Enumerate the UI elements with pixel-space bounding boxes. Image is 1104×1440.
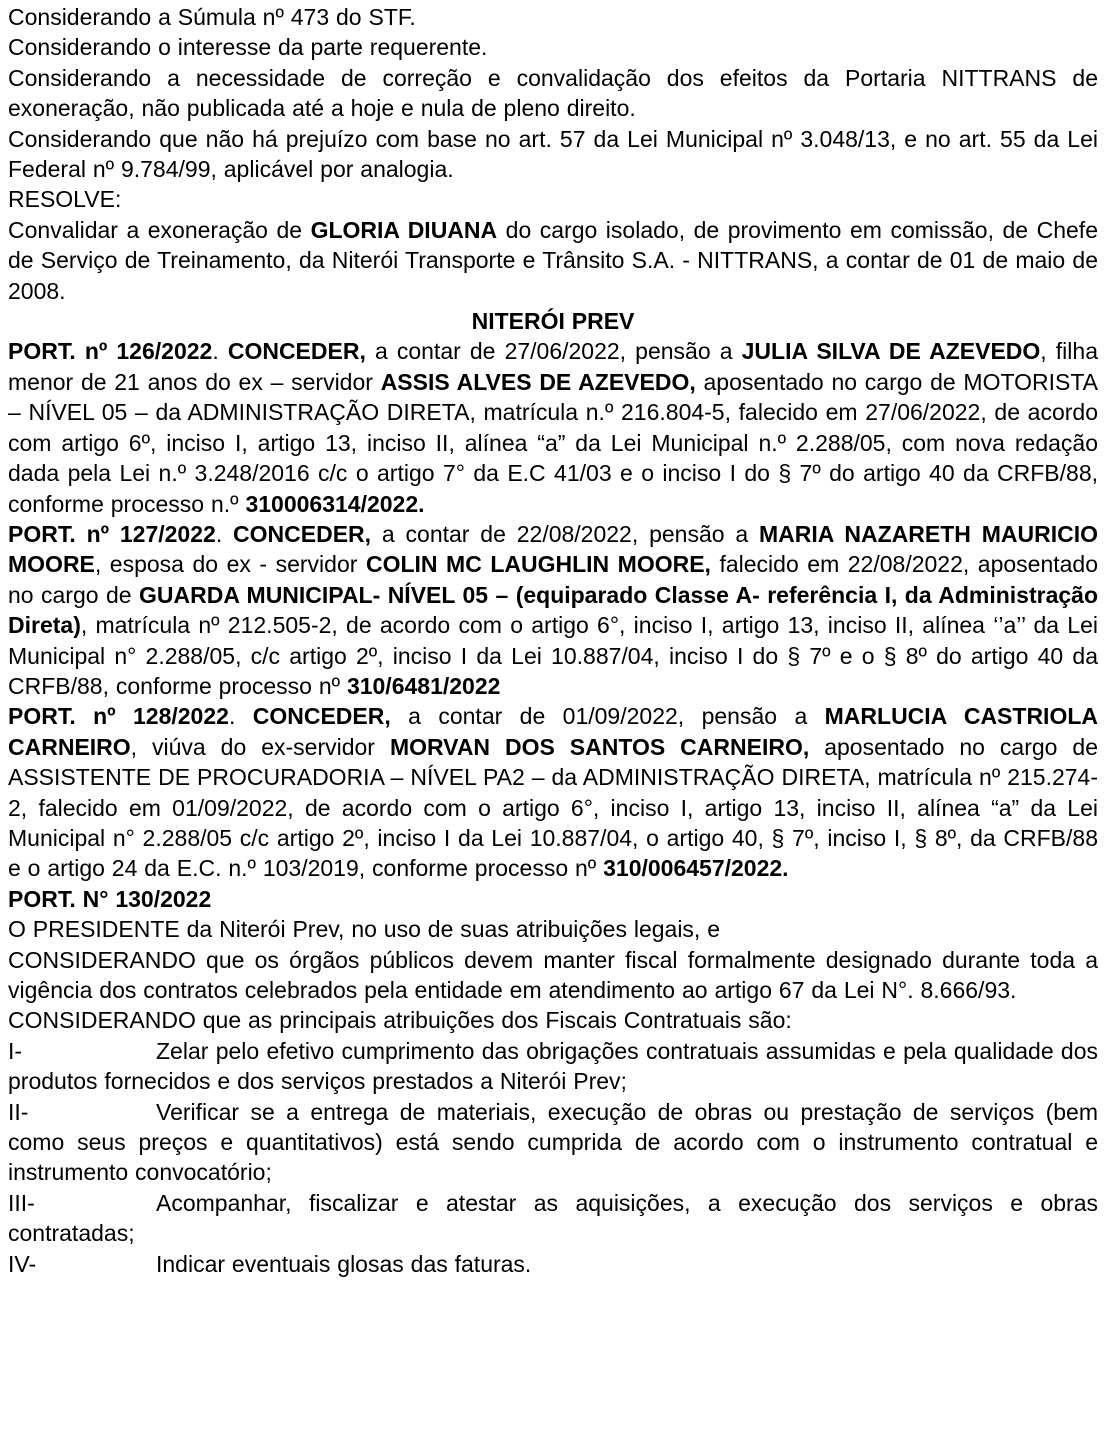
list-item-text: Indicar eventuais glosas das faturas. <box>156 1250 532 1277</box>
port-130-considerando-2: CONSIDERANDO que as principais atribuições dos Fiscais Contratuais são: <box>8 1007 792 1034</box>
port-126-processo: 310006314/2022. <box>245 490 425 517</box>
port-127-text-5: , matrícula nº 212.505-2, de acordo com o artigo 6°, inciso I, artigo 13, inciso II, alínea ‘’a’’ da Lei Municipal n° 2.288/05, c/c artigo 2º, inciso I da Lei 10.887/04, inciso I do § 7º e o § 8º do artigo 40 da CRFB/88, conforme processo nº <box>8 612 1098 699</box>
port-127-conceder: CONCEDER, <box>233 520 372 547</box>
convalidar-paragraph <box>8 215 1098 306</box>
port-126-text-3: , filha menor de 21 anos do ex – servidor <box>8 338 1098 395</box>
list-item-text: Verificar se a entrega de materiais, execução de obras ou prestação de serviços (bem como seus preços e quantitativos) está sendo cumprida de acordo com o instrumento contratual e instrumento convocatório; <box>8 1098 1098 1186</box>
port-127-processo: 310/6481/2022 <box>346 672 501 699</box>
port-126-text-4: aposentado no cargo de MOTORISTA – NÍVEL 05 – da ADMINISTRAÇÃO DIRETA, matrícula n.º 216.804-5, falecido em 27/06/2022, de acordo com artigo 6º, inciso I, artigo 13, inciso II, alínea “a” da Lei Municipal n.º 2.288/05, com nova redação dada pela Lei n.º 3.248/2016 c/c o artigo 7° da E.C 41/03 e o inciso I do § 7º do artigo 40 da CRFB/88, conforme processo n.º <box>8 368 1099 517</box>
port-130-presidente: O PRESIDENTE da Niterói Prev, no uso de suas atribuições legais, e <box>8 916 721 943</box>
port-130-title-text: PORT. N° 130/2022 <box>8 885 212 912</box>
roman-numeral: IV- <box>8 1250 37 1277</box>
port-127-nome: MARIA NAZARETH MAURICIO MOORE <box>8 520 1098 578</box>
list-item-text: Zelar pelo efetivo cumprimento das obrigações contratuais assumidas e pela qualidade dos produtos fornecidos e dos serviços prestados a Niterói Prev; <box>8 1037 1098 1095</box>
port-127-cargo: GUARDA MUNICIPAL- NÍVEL 05 – (equiparado Classe A- referência I, da Administração Direta) <box>8 581 1098 639</box>
roman-numeral: II- <box>8 1098 29 1125</box>
convalidar-text-2: do cargo isolado, de provimento em comissão, de Chefe de Serviço de Treinamento, da Niterói Transporte e Trânsito S.A. - NITTRANS, a contar de 01 de maio de 2008. <box>8 216 1098 304</box>
port-128-text-4: aposentado no cargo de ASSISTENTE DE PROCURADORIA – NÍVEL PA2 – da ADMINISTRAÇÃO DIRETA, matrícula nº 215.274-2, falecido em 01/09/2022, de acordo com o artigo 6°, inciso I, artigo 13, inciso II, alínea “a” da Lei Municipal n° 2.288/05 c/c artigo 2º, inciso I da Lei 10.887/04, o artigo 40, § 7º, inciso I, § 8º, da CRFB/88 e o artigo 24 da E.C. n.º 103/2019, conforme processo nº <box>8 733 1099 882</box>
considerando-prejuizo: Considerando que não há prejuízo com base no art. 57 da Lei Municipal nº 3.048/13, e no art. 55 da Lei Federal nº 9.784/99, aplicável por analogia. <box>8 125 1098 183</box>
port-126-number: PORT. nº 126/2022 <box>8 338 213 365</box>
port-127-text-3: , esposa do ex - servidor <box>94 551 366 578</box>
list-item-ii <box>8 1097 1098 1188</box>
considerando-sumula: Considerando a Súmula nº 473 do STF. <box>8 4 416 30</box>
port-126-text-2: a contar de 27/06/2022, pensão a <box>365 338 742 365</box>
port-126-servidor: ASSIS ALVES DE AZEVEDO, <box>380 368 696 395</box>
port-128-text-2: a contar de 01/09/2022, pensão a <box>390 703 825 730</box>
port-126-nome: JULIA SILVA DE AZEVEDO <box>741 338 1041 365</box>
considerando-interesse: Considerando o interesse da parte requerente. <box>8 34 488 61</box>
list-item-iii <box>8 1188 1098 1249</box>
port-127-sep: . <box>215 520 234 547</box>
list-item-iv <box>8 1249 1098 1279</box>
port-127-servidor: COLIN MC LAUGHLIN MOORE, <box>365 551 711 578</box>
resolve-heading: RESOLVE: <box>8 186 122 213</box>
port-130-considerando-1: CONSIDERANDO que os órgãos públicos devem manter fiscal formalmente designado durante toda a vigência dos contratos celebrados pela entidade em atendimento ao artigo 67 da Lei N°. 8.666/93. <box>8 946 1098 1003</box>
section-title: NITERÓI PREV <box>471 308 635 335</box>
port-127-text-4: falecido em 22/08/2022, aposentado no cargo de <box>8 551 1099 608</box>
roman-numeral: I- <box>8 1037 23 1064</box>
port-126-conceder: CONCEDER, <box>227 338 366 365</box>
port-128-paragraph <box>8 701 1098 883</box>
port-127-paragraph <box>8 519 1098 701</box>
port-127-number: PORT. nº 127/2022 <box>8 520 216 547</box>
list-item-text: Acompanhar, fiscalizar e atestar as aquisições, a execução dos serviços e obras contratadas; <box>8 1189 1098 1247</box>
port-130-title <box>8 884 1098 914</box>
convalidar-text-1: Convalidar a exoneração de <box>8 216 311 243</box>
port-126-sep: . <box>212 338 228 365</box>
convalidar-nome: GLORIA DIUANA <box>310 216 498 243</box>
port-128-nome: MARLUCIA CASTRIOLA CARNEIRO <box>8 703 1098 760</box>
port-128-text-3: , viúva do ex-servidor <box>130 733 390 760</box>
roman-numeral: III- <box>8 1189 35 1216</box>
port-126-paragraph <box>8 336 1098 518</box>
port-128-conceder: CONCEDER, <box>252 703 391 730</box>
port-127-text-2: a contar de 22/08/2022, pensão a <box>371 520 760 547</box>
port-128-number: PORT. nº 128/2022 <box>8 703 229 730</box>
document-page <box>8 2 1098 1279</box>
port-128-processo: 310/006457/2022. <box>603 855 789 882</box>
list-item-i <box>8 1036 1098 1097</box>
port-128-sep: . <box>228 703 253 730</box>
considerando-necessidade: Considerando a necessidade de correção e convalidação dos efeitos da Portaria NITTRANS de exoneração, não publicada até a hoje e nula de pleno direito. <box>8 64 1098 122</box>
port-128-servidor: MORVAN DOS SANTOS CARNEIRO, <box>389 733 810 760</box>
